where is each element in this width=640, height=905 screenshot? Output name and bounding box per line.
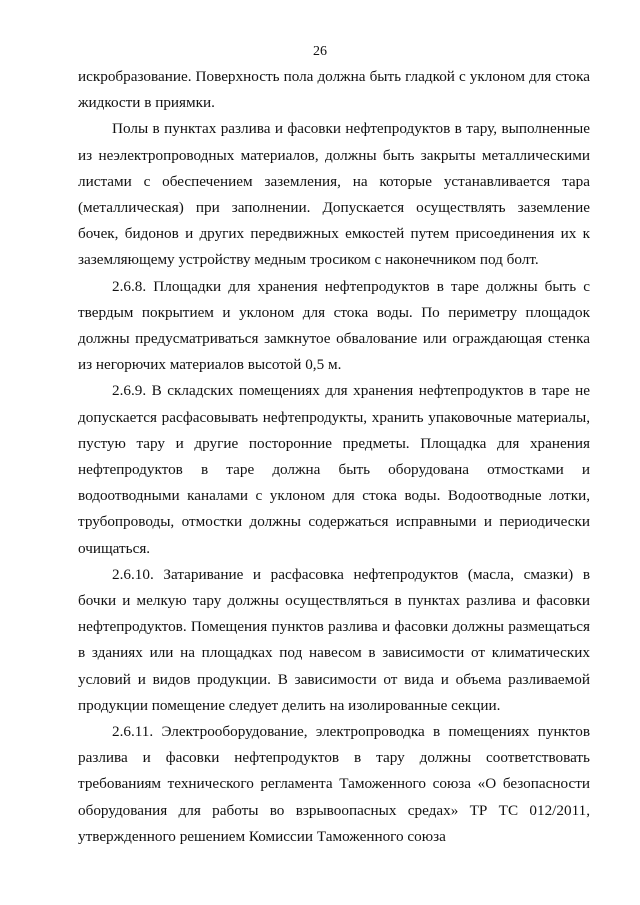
- paragraph-2-6-8: 2.6.8. Площадки для хранения нефтепродуктов в таре должны быть с твердым покрытием и уклоном для стока воды. По периметру площадок должны предусматриваться замкнутое обвалование или ограждающая стенка из негорючих материалов высотой 0,5 м.: [78, 277, 590, 374]
- paragraph-2-6-11: 2.6.11. Электрооборудование, электропроводка в помещениях пунктов разлива и фасовки нефтепродуктов в тару должны соответствовать требованиям технического регламента Таможенного союза «О безопасности оборудования для работы во взрывоопасных средах» ТР ТС 012/2011, утвержденного решением Комиссии Таможенного союза: [78, 723, 590, 845]
- paragraph-continuation: искробразование. Поверхность пола должна быть гладкой с уклоном для стока жидкости в приямки.: [78, 68, 590, 112]
- paragraph-floors: Полы в пунктах разлива и фасовки нефтепродуктов в тару, выполненные из неэлектропроводных материалов, должны быть закрыты металлическими листами с обеспечением заземления, на которые устанавливается тара (металлическая) при заполнении. Допускается осуществлять заземление бочек, бидонов и других передвижных емкостей путем присоединения их к заземляющему устройству медным тросиком с наконечником под болт.: [78, 120, 590, 269]
- paragraph-2-6-10: 2.6.10. Затаривание и расфасовка нефтепродуктов (масла, смазки) в бочки и мелкую тару должны осуществляться в пунктах разлива и фасовки нефтепродуктов. Помещения пунктов разлива и фасовки должны размещаться в зданиях или на площадках под навесом в зависимости от климатических условий и видов продукции. В зависимости от вида и объема разливаемой продукции помещение следует делить на изолированные секции.: [78, 565, 590, 714]
- paragraph-2-6-9: 2.6.9. В складских помещениях для хранения нефтепродуктов в таре не допускается расфасовывать нефтепродукты, хранить упаковочные материалы, пустую тару и другие посторонние предметы. Площадка для хранения нефтепродуктов в таре должна быть оборудована отмостками и водоотводными каналами с уклоном для стока воды. Водоотводные лотки, трубопроводы, отмостки должны содержаться исправными и периодически очищаться.: [78, 382, 590, 557]
- page-number: 26: [313, 44, 327, 59]
- document-body: [78, 64, 590, 850]
